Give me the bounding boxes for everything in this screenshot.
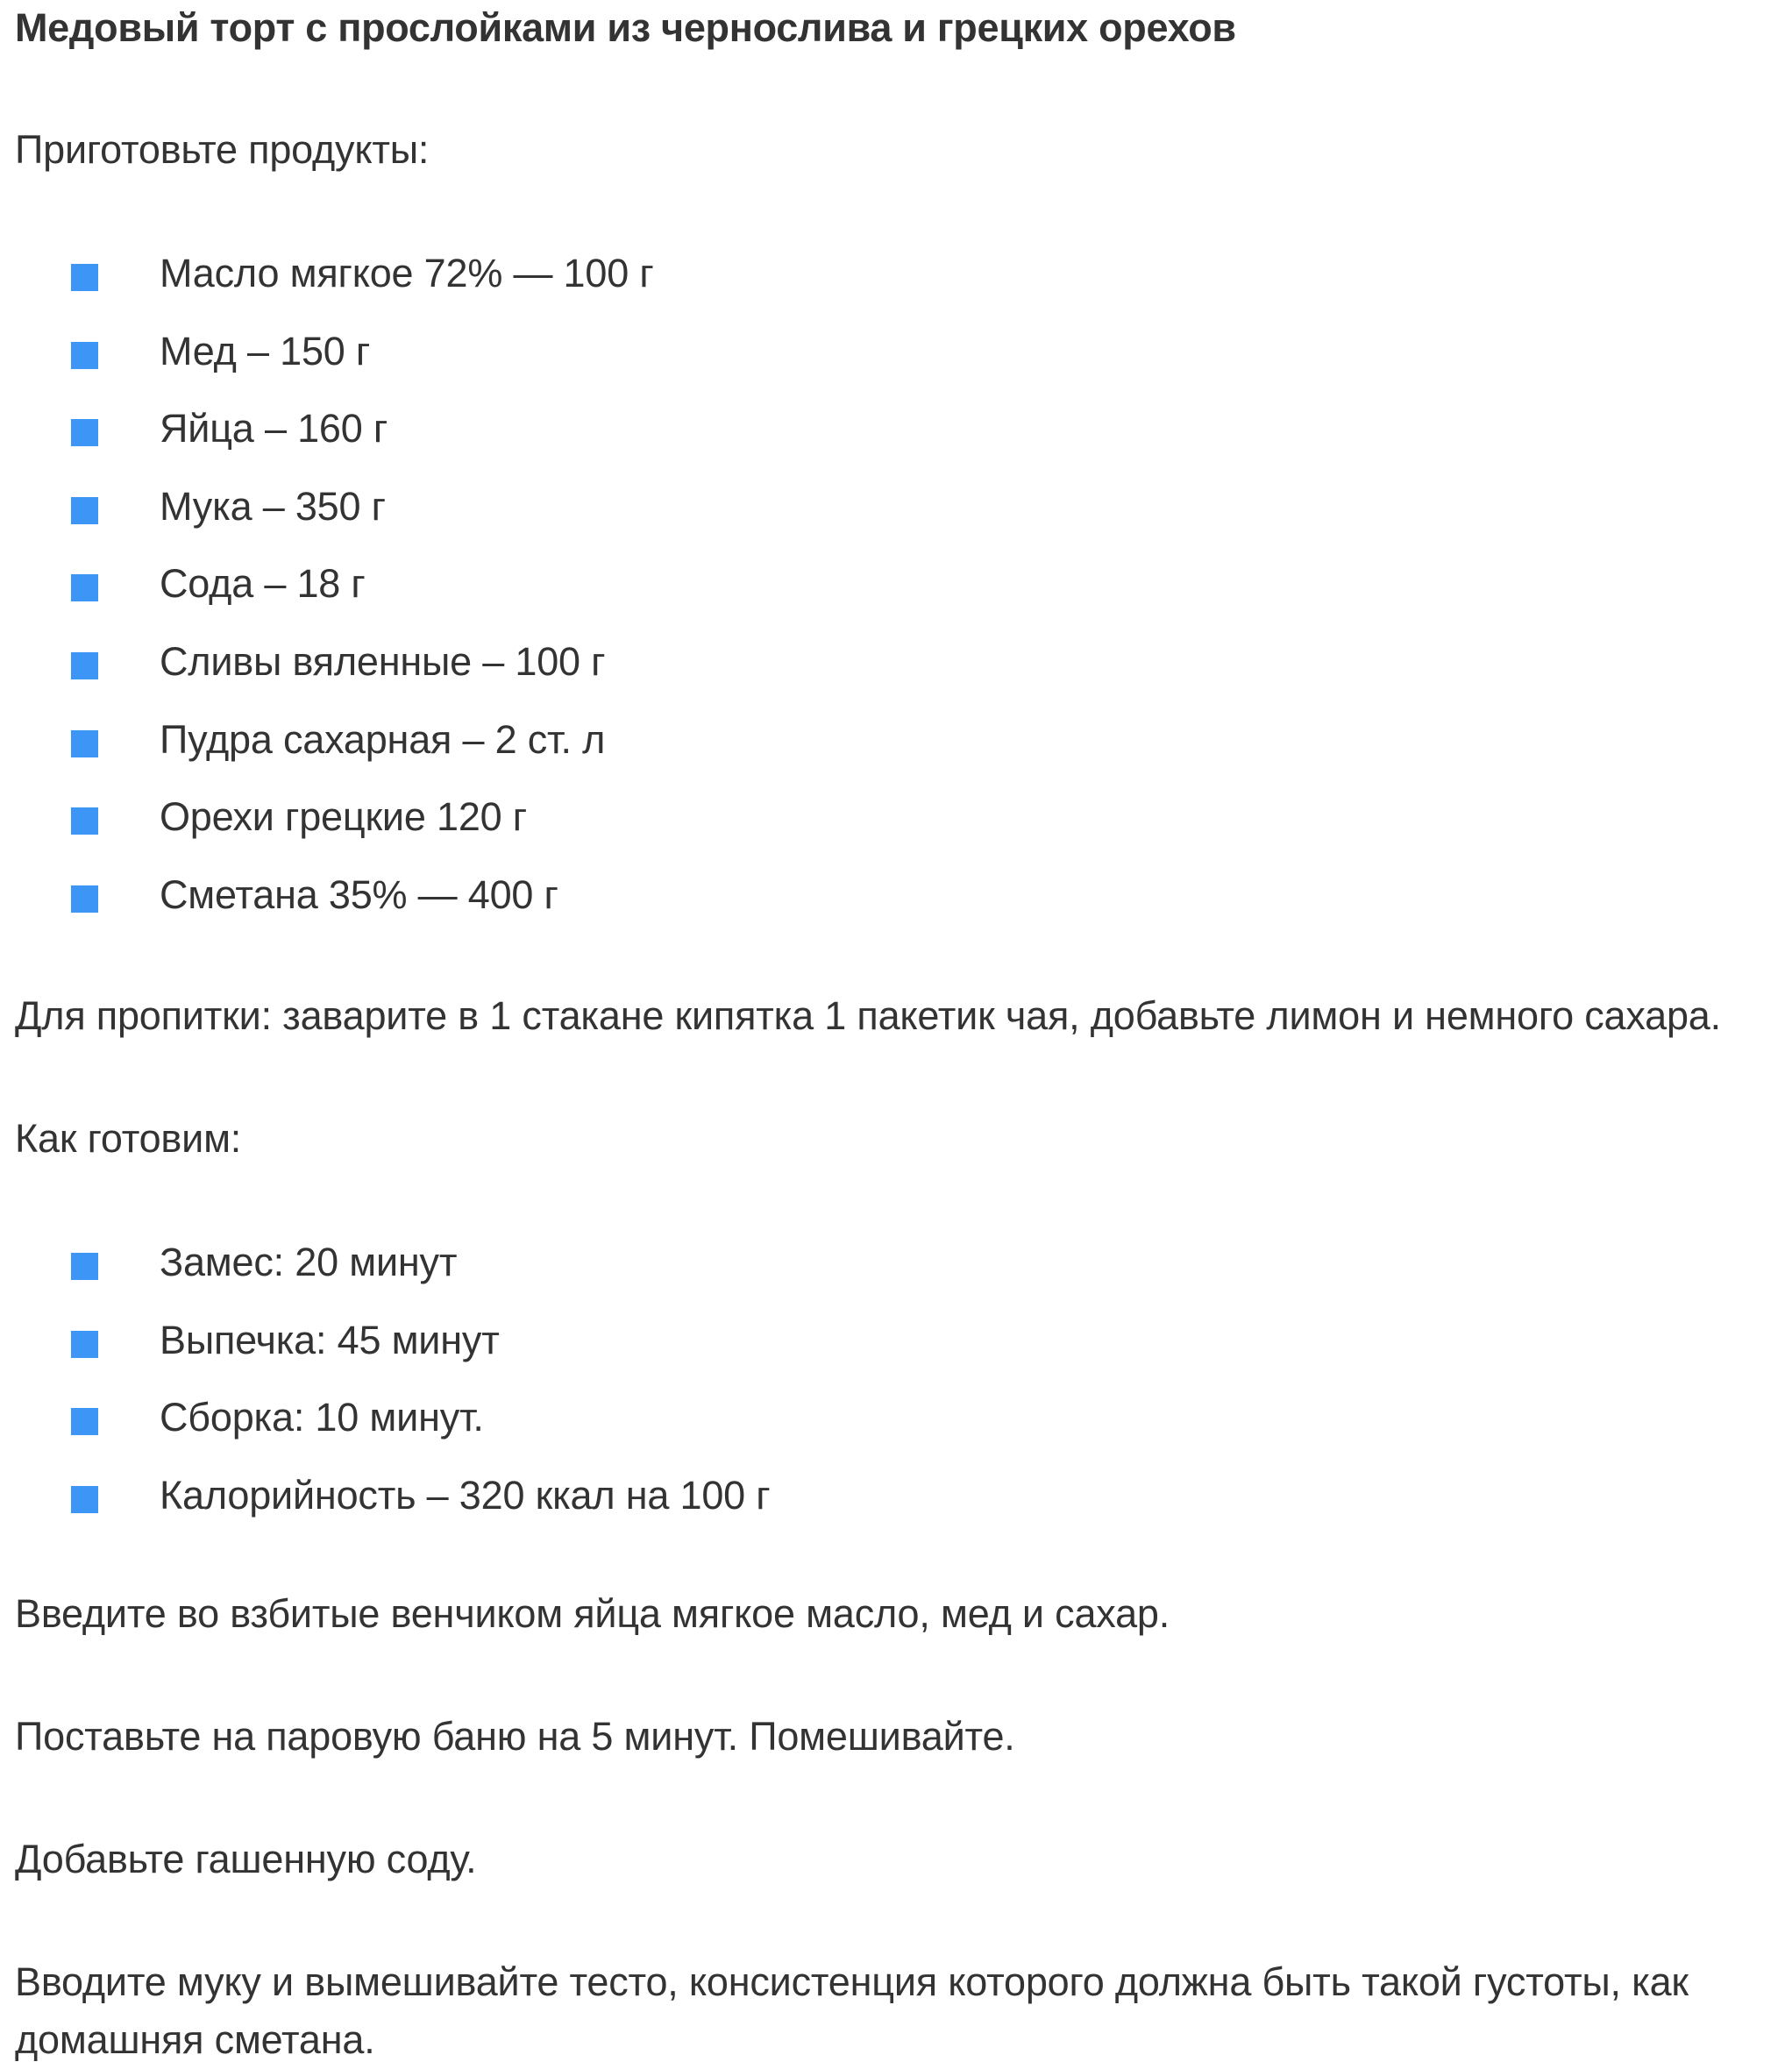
square-bullet-icon [71, 1253, 98, 1280]
square-bullet-icon [71, 1408, 98, 1435]
step-paragraph: Поставьте на паровую баню на 5 минут. Помешивайте. [15, 1714, 1015, 1759]
timing-text: Выпечка: 45 минут [160, 1317, 500, 1362]
ingredient-text: Орехи грецкие 120 г [160, 794, 527, 840]
ingredient-text: Мед – 150 г [160, 328, 371, 373]
soaking-paragraph: Для пропитки: заварите в 1 стакане кипятка 1 пакетик чая, добавьте лимон и немного сахара. [15, 993, 1721, 1038]
square-bullet-icon [71, 497, 98, 524]
square-bullet-icon [71, 264, 98, 291]
ingredient-text: Сода – 18 г [160, 561, 366, 607]
step-paragraph: Введите во взбитые венчиком яйца мягкое масло, мед и сахар. [15, 1591, 1170, 1636]
ingredient-text: Мука – 350 г [160, 483, 386, 529]
square-bullet-icon [71, 730, 98, 757]
ingredient-text: Сливы вяленные – 100 г [160, 638, 606, 684]
timing-text: Калорийность – 320 ккал на 100 г [160, 1472, 771, 1518]
ingredient-text: Масло мягкое 72% — 100 г [160, 251, 654, 295]
recipe-title: Медовый торт с прослойками из чернослива и грецких орехов [15, 5, 1236, 50]
step-paragraph: Вводите муку и вымешивайте тесто, консистенция которого должна быть такой густоты, как домашняя сметана. [15, 1959, 1689, 2062]
square-bullet-icon [71, 342, 98, 369]
step-paragraph: Добавьте гашенную соду. [15, 1837, 477, 1881]
ingredient-text: Яйца – 160 г [160, 406, 388, 451]
square-bullet-icon [71, 419, 98, 446]
square-bullet-icon [71, 574, 98, 601]
products-heading: Приготовьте продукты: [15, 127, 430, 172]
timing-text: Сборка: 10 минут. [160, 1395, 484, 1440]
square-bullet-icon [71, 652, 98, 679]
square-bullet-icon [71, 885, 98, 913]
square-bullet-icon [71, 1331, 98, 1358]
square-bullet-icon [71, 807, 98, 835]
square-bullet-icon [71, 1486, 98, 1513]
ingredient-text: Пудра сахарная – 2 ст. л [160, 716, 606, 762]
method-heading: Как готовим: [15, 1116, 242, 1161]
timing-text: Замес: 20 минут [160, 1240, 458, 1284]
ingredient-text: Сметана 35% — 400 г [160, 871, 558, 917]
